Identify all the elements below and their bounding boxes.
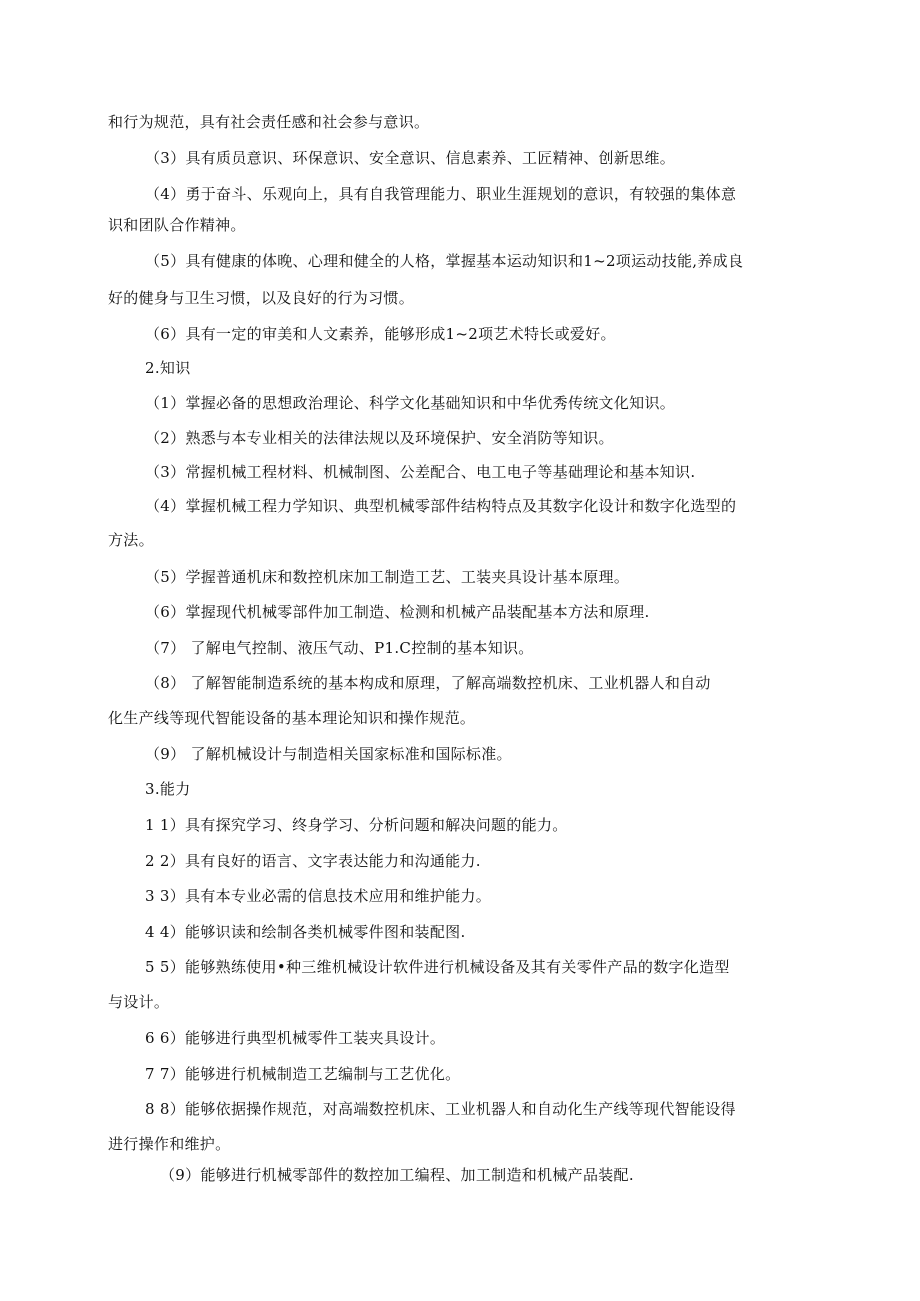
- text-line: （5）具有健康的体晚、心理和健全的人格，掌握基本运动知识和1~2项运动技能,养成良: [145, 252, 744, 270]
- text-line: （3）具有质员意识、环保意识、安全意识、信息素养、工匠精神、创新思维。: [145, 149, 676, 167]
- text-line: （3）常握机械工程材料、机械制图、公差配合、电工电子等基础理论和基本知识.: [145, 463, 696, 481]
- text-line: 6 6）能够进行典型机械零件工装夹具设计。: [145, 1029, 446, 1047]
- text-line: （4）掌握机械工程力学知识、典型机械零部件结构特点及其数字化设计和数字化选型的: [145, 497, 737, 515]
- text-line: （8） 了解智能制造系统的基本构成和原理，了解高端数控机床、工业机器人和自动: [145, 674, 711, 692]
- text-line: 7 7）能够进行机械制造工艺编制与工艺优化。: [145, 1065, 461, 1083]
- text-line: （6）具有一定的审美和人文素养，能够形成1~2项艺术特长或爱好。: [145, 325, 616, 343]
- section-heading: 3.能力: [145, 780, 191, 798]
- text-line: 方法。: [108, 531, 154, 549]
- section-heading: 2.知识: [145, 359, 191, 377]
- text-line: 化生产线等现代智能设备的基本理论知识和操作规范。: [108, 709, 476, 727]
- text-line: 进行操作和维护。: [108, 1135, 231, 1153]
- text-line: （1）掌握必备的思想政治理论、科学文化基础知识和中华优秀传统文化知识。: [145, 394, 676, 412]
- text-line: 1 1）具有探究学习、终身学习、分析问题和解决问题的能力。: [145, 816, 568, 834]
- text-line: 2 2）具有良好的语言、文字表达能力和沟通能力.: [145, 852, 481, 870]
- text-line: （5）学握普通机床和数控机床加工制造工艺、工装夹具设计基本原理。: [145, 568, 630, 586]
- text-line: （6）掌握现代机械零部件加工制造、检测和机械产品装配基本方法和原理.: [145, 603, 650, 621]
- text-line: 识和团队合作精神。: [108, 216, 246, 234]
- text-line: （4）勇于奋斗、乐观向上，具有自我管理能力、职业生涯规划的意识，有较强的集体意: [145, 185, 737, 203]
- text-line: 8 8）能够依据操作规范，对高端数控机床、工业机器人和自动化生产线等现代智能设得: [145, 1100, 736, 1118]
- text-line: 好的健身与卫生习惯，以及良好的行为习惯。: [108, 289, 415, 307]
- text-line: 3 3）具有本专业必需的信息技术应用和维护能力。: [145, 887, 492, 905]
- text-line: （7） 了解电气控制、液压气动、P1.C控制的基本知识。: [145, 639, 534, 657]
- text-line: 5 5）能够熟练使用•种三维机械设计软件进行机械设备及其有关零件产品的数字化造型: [145, 958, 730, 976]
- text-line: 和行为规范，具有社会责任感和社会参与意识。: [108, 113, 430, 131]
- text-line: （2）熟悉与本专业相关的法律法规以及环境保护、安全消防等知识。: [145, 429, 614, 447]
- text-line: 与设计。: [108, 993, 170, 1011]
- text-line: 4 4）能够识读和绘制各类机械零件图和装配图.: [145, 923, 466, 941]
- text-line: （9）能够进行机械零部件的数控加工编程、加工制造和机械产品装配.: [160, 1166, 634, 1184]
- text-line: （9） 了解机械设计与制造相关国家标准和国际标准。: [145, 745, 512, 763]
